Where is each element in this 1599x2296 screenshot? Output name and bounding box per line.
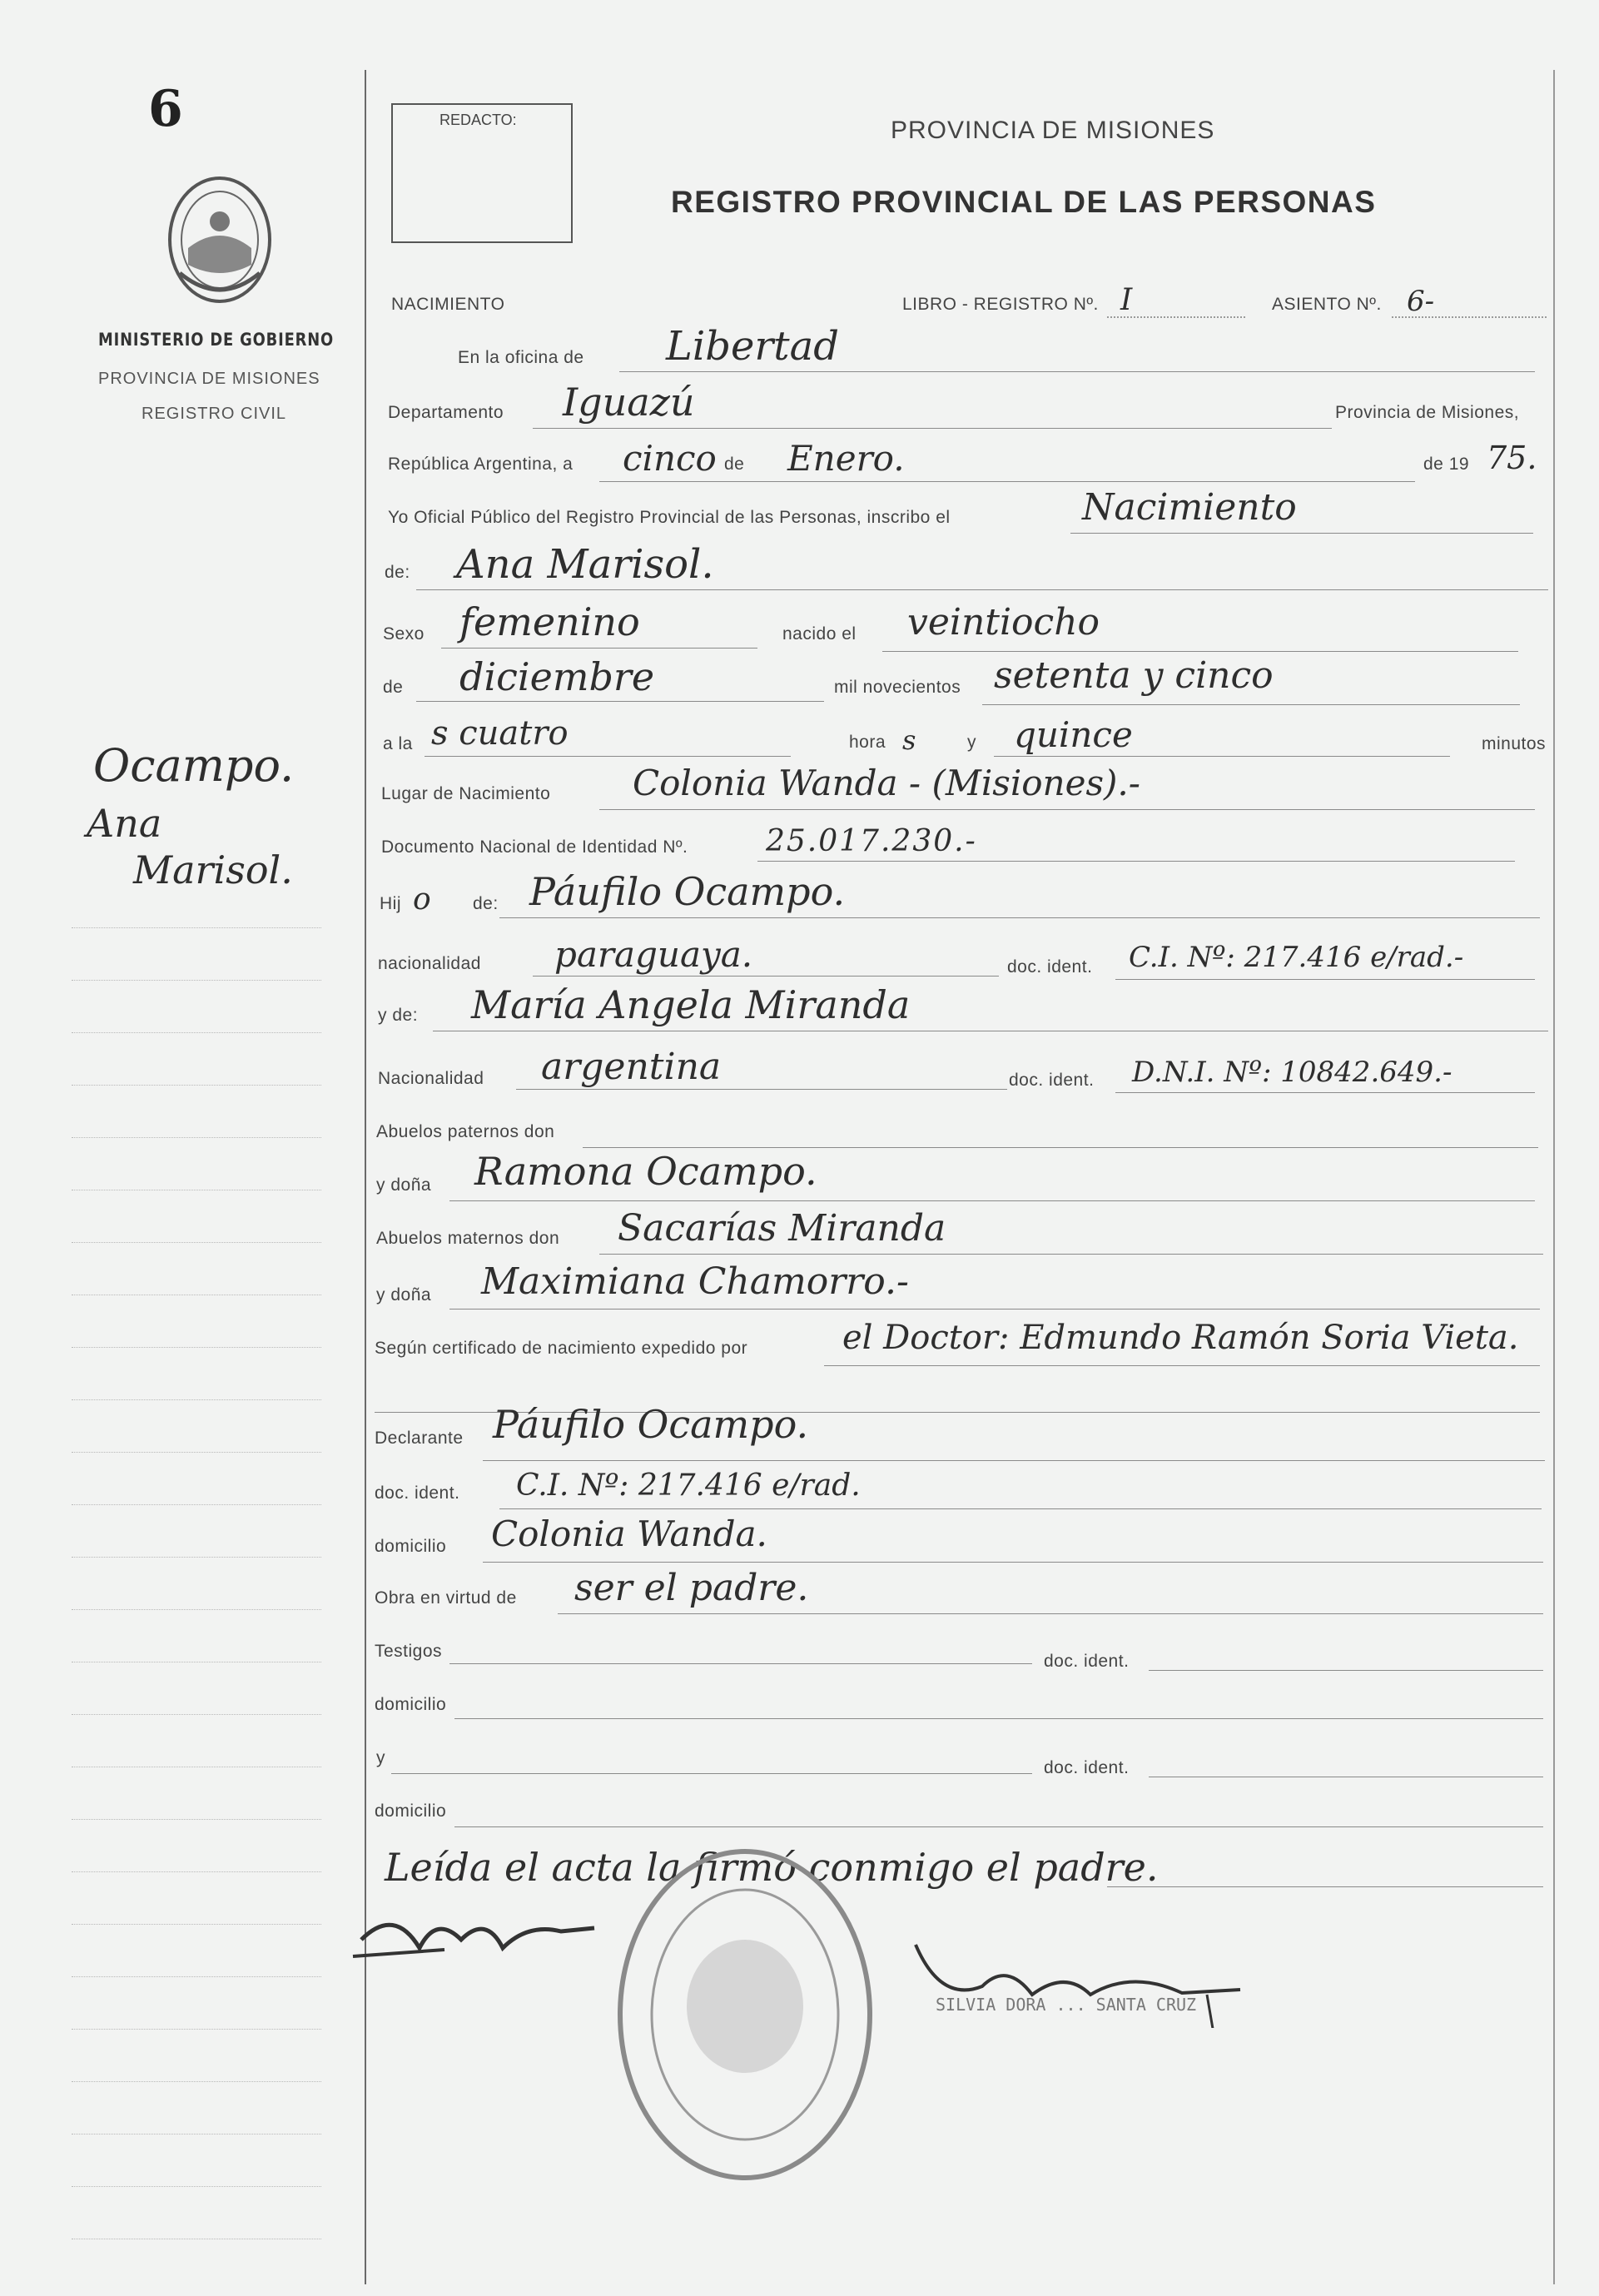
nacionalidad-label: nacionalidad [378, 954, 481, 973]
hora-label: hora [849, 733, 886, 752]
margin-ruled-line [72, 1347, 321, 1348]
mes-value: Enero. [787, 438, 905, 479]
testigo1-docident-label: doc. ident. [1044, 1652, 1130, 1671]
ministry-province: PROVINCIA DE MISIONES [98, 370, 320, 388]
de-label: de [724, 455, 745, 474]
provincia-label: Provincia de Misiones, [1335, 403, 1520, 422]
dia-value: cinco [623, 438, 717, 479]
testigo2-docident-label: doc. ident. [1044, 1758, 1130, 1777]
oficina-label: En la oficina de [458, 348, 584, 367]
abuelo-mat-value: Sacarías Miranda [618, 1207, 946, 1250]
margin-note-middle-name: Marisol. [133, 847, 293, 892]
de3-label: de [383, 678, 404, 697]
margin-ruled-line [72, 1924, 321, 1925]
margin-ruled-line [72, 927, 321, 928]
ministry-title: MINISTERIO DE GOBIERNO [98, 330, 335, 350]
margin-note-surname: Ocampo. [93, 739, 295, 792]
docident-label: doc. ident. [1007, 957, 1093, 977]
testigo1-domicilio-label: domicilio [375, 1695, 447, 1714]
redacto-label: REDACTO: [439, 112, 517, 128]
decl-docident-label: doc. ident. [375, 1483, 460, 1503]
margin-ruled-line [72, 1976, 321, 1977]
margin-ruled-line [72, 1085, 321, 1086]
anio-nac-value: setenta y cinco [994, 654, 1274, 697]
nac-padre-value: paraguaya. [554, 934, 753, 975]
obra-value: ser el padre. [574, 1567, 809, 1609]
mil-label: mil novecientos [834, 678, 961, 697]
yde-label: y de: [378, 1006, 419, 1025]
nacionalidad2-label: Nacionalidad [378, 1069, 484, 1088]
official-seal [608, 1840, 882, 2189]
ala-label: a la [383, 734, 413, 753]
ydona2-label: y doña [376, 1285, 432, 1305]
margin-ruled-line [72, 1504, 321, 1505]
abuela-mat-value: Maximiana Chamorro.- [481, 1260, 909, 1303]
margin-ruled-line [72, 980, 321, 981]
declarante-value: Páufilo Ocampo. [493, 1402, 809, 1447]
dni-value: 25.017.230.- [766, 824, 977, 858]
sexo-value: femenino [459, 599, 640, 644]
margin-ruled-line [72, 2029, 321, 2030]
nombre-value: Ana Marisol. [456, 541, 714, 588]
margin-ruled-line [72, 1714, 321, 1715]
header-province: PROVINCIA DE MISIONES [891, 117, 1215, 144]
anio-label: de 19 [1423, 455, 1470, 474]
coat-of-arms-seal [163, 173, 276, 306]
hijo-suffix: o [413, 882, 431, 917]
certificado-value: el Doctor: Edmundo Ramón Soria Vieta. [842, 1319, 1519, 1357]
hora-num-value: s cuatro [431, 714, 569, 753]
minutos-label: minutos [1482, 734, 1547, 753]
libro-value: I [1120, 283, 1133, 317]
y-label: y [967, 733, 976, 752]
departamento-label: Departamento [388, 403, 504, 422]
redacto-box [391, 103, 573, 243]
margin-ruled-line [72, 1609, 321, 1610]
abuela-pat-value: Ramona Ocampo. [474, 1149, 817, 1194]
oficina-value: Libertad [666, 323, 839, 370]
hijo-label: Hij [380, 894, 401, 913]
margin-note-first-name: Ana [87, 801, 162, 846]
closing-statement: Leída el acta la firmó conmigo el padre. [385, 1845, 1159, 1890]
abuelos-pat-label: Abuelos paternos don [376, 1122, 555, 1141]
decl-doc-value: C.I. Nº: 217.416 e/rad. [516, 1469, 861, 1503]
record-type: NACIMIENTO [391, 295, 505, 314]
abuelos-mat-label: Abuelos maternos don [376, 1229, 560, 1248]
margin-ruled-line [72, 1557, 321, 1558]
republica-label: República Argentina, a [388, 455, 574, 474]
asiento-label: ASIENTO Nº. [1272, 295, 1382, 314]
father-signature [345, 1890, 611, 1973]
de4-label: de: [473, 894, 499, 913]
margin-ruled-line [72, 1399, 321, 1400]
obra-label: Obra en virtud de [375, 1588, 517, 1608]
doc-madre-value: D.N.I. Nº: 10842.649.- [1132, 1056, 1453, 1089]
ydona-label: y doña [376, 1175, 432, 1195]
minutos-value: quince [1014, 714, 1133, 755]
doc-padre-value: C.I. Nº: 217.416 e/rad.- [1129, 941, 1464, 974]
nac-madre-value: argentina [541, 1046, 722, 1088]
docident2-label: doc. ident. [1009, 1071, 1095, 1090]
testigos-label: Testigos [375, 1642, 443, 1661]
sexo-label: Sexo [383, 624, 425, 644]
decl-domicilio-label: domicilio [375, 1537, 447, 1556]
margin-ruled-line [72, 1871, 321, 1872]
libro-label: LIBRO - REGISTRO Nº. [902, 295, 1099, 314]
margin-ruled-line [72, 1452, 321, 1453]
mes-nac-value: diciembre [459, 654, 655, 699]
hora-suffix: s [902, 724, 916, 756]
anio-value: 75. [1487, 440, 1537, 476]
testigo2-y-label: y [376, 1748, 385, 1767]
inscribo-value: Nacimiento [1082, 486, 1297, 529]
certificado-label: Según certificado de nacimiento expedido por [375, 1339, 748, 1358]
declarante-label: Declarante [375, 1429, 464, 1448]
margin-ruled-line [72, 1032, 321, 1033]
sheet-number: 6 [148, 80, 183, 138]
lugar-value: Colonia Wanda - (Misiones).- [633, 763, 1140, 803]
inscribo-label: Yo Oficial Público del Registro Provincial de las Personas, inscribo el [388, 508, 951, 527]
nacido-value: veintiocho [907, 601, 1100, 644]
lugar-label: Lugar de Nacimiento [381, 784, 551, 803]
margin-ruled-line [72, 1819, 321, 1820]
ministry-registry: REGISTRO CIVIL [142, 405, 287, 423]
registrar-stamp-name: SILVIA DORA ... SANTA CRUZ [936, 1995, 1197, 2015]
header-title: REGISTRO PROVINCIAL DE LAS PERSONAS [671, 185, 1377, 219]
nacido-label: nacido el [782, 624, 857, 644]
testigo2-domicilio-label: domicilio [375, 1802, 447, 1821]
margin-ruled-line [72, 1137, 321, 1138]
main-right-border [1553, 70, 1555, 2284]
asiento-value: 6- [1407, 285, 1435, 318]
margin-ruled-line [72, 2081, 321, 2082]
de2-label: de: [385, 563, 410, 582]
dni-label: Documento Nacional de Identidad Nº. [381, 837, 688, 857]
decl-domicilio-value: Colonia Wanda. [491, 1513, 767, 1554]
margin-ruled-line [72, 1242, 321, 1243]
margin-ruled-line [72, 2186, 321, 2187]
departamento-value: Iguazú [563, 380, 695, 425]
padre-value: Páufilo Ocampo. [529, 869, 846, 914]
madre-value: María Angela Miranda [471, 982, 911, 1027]
